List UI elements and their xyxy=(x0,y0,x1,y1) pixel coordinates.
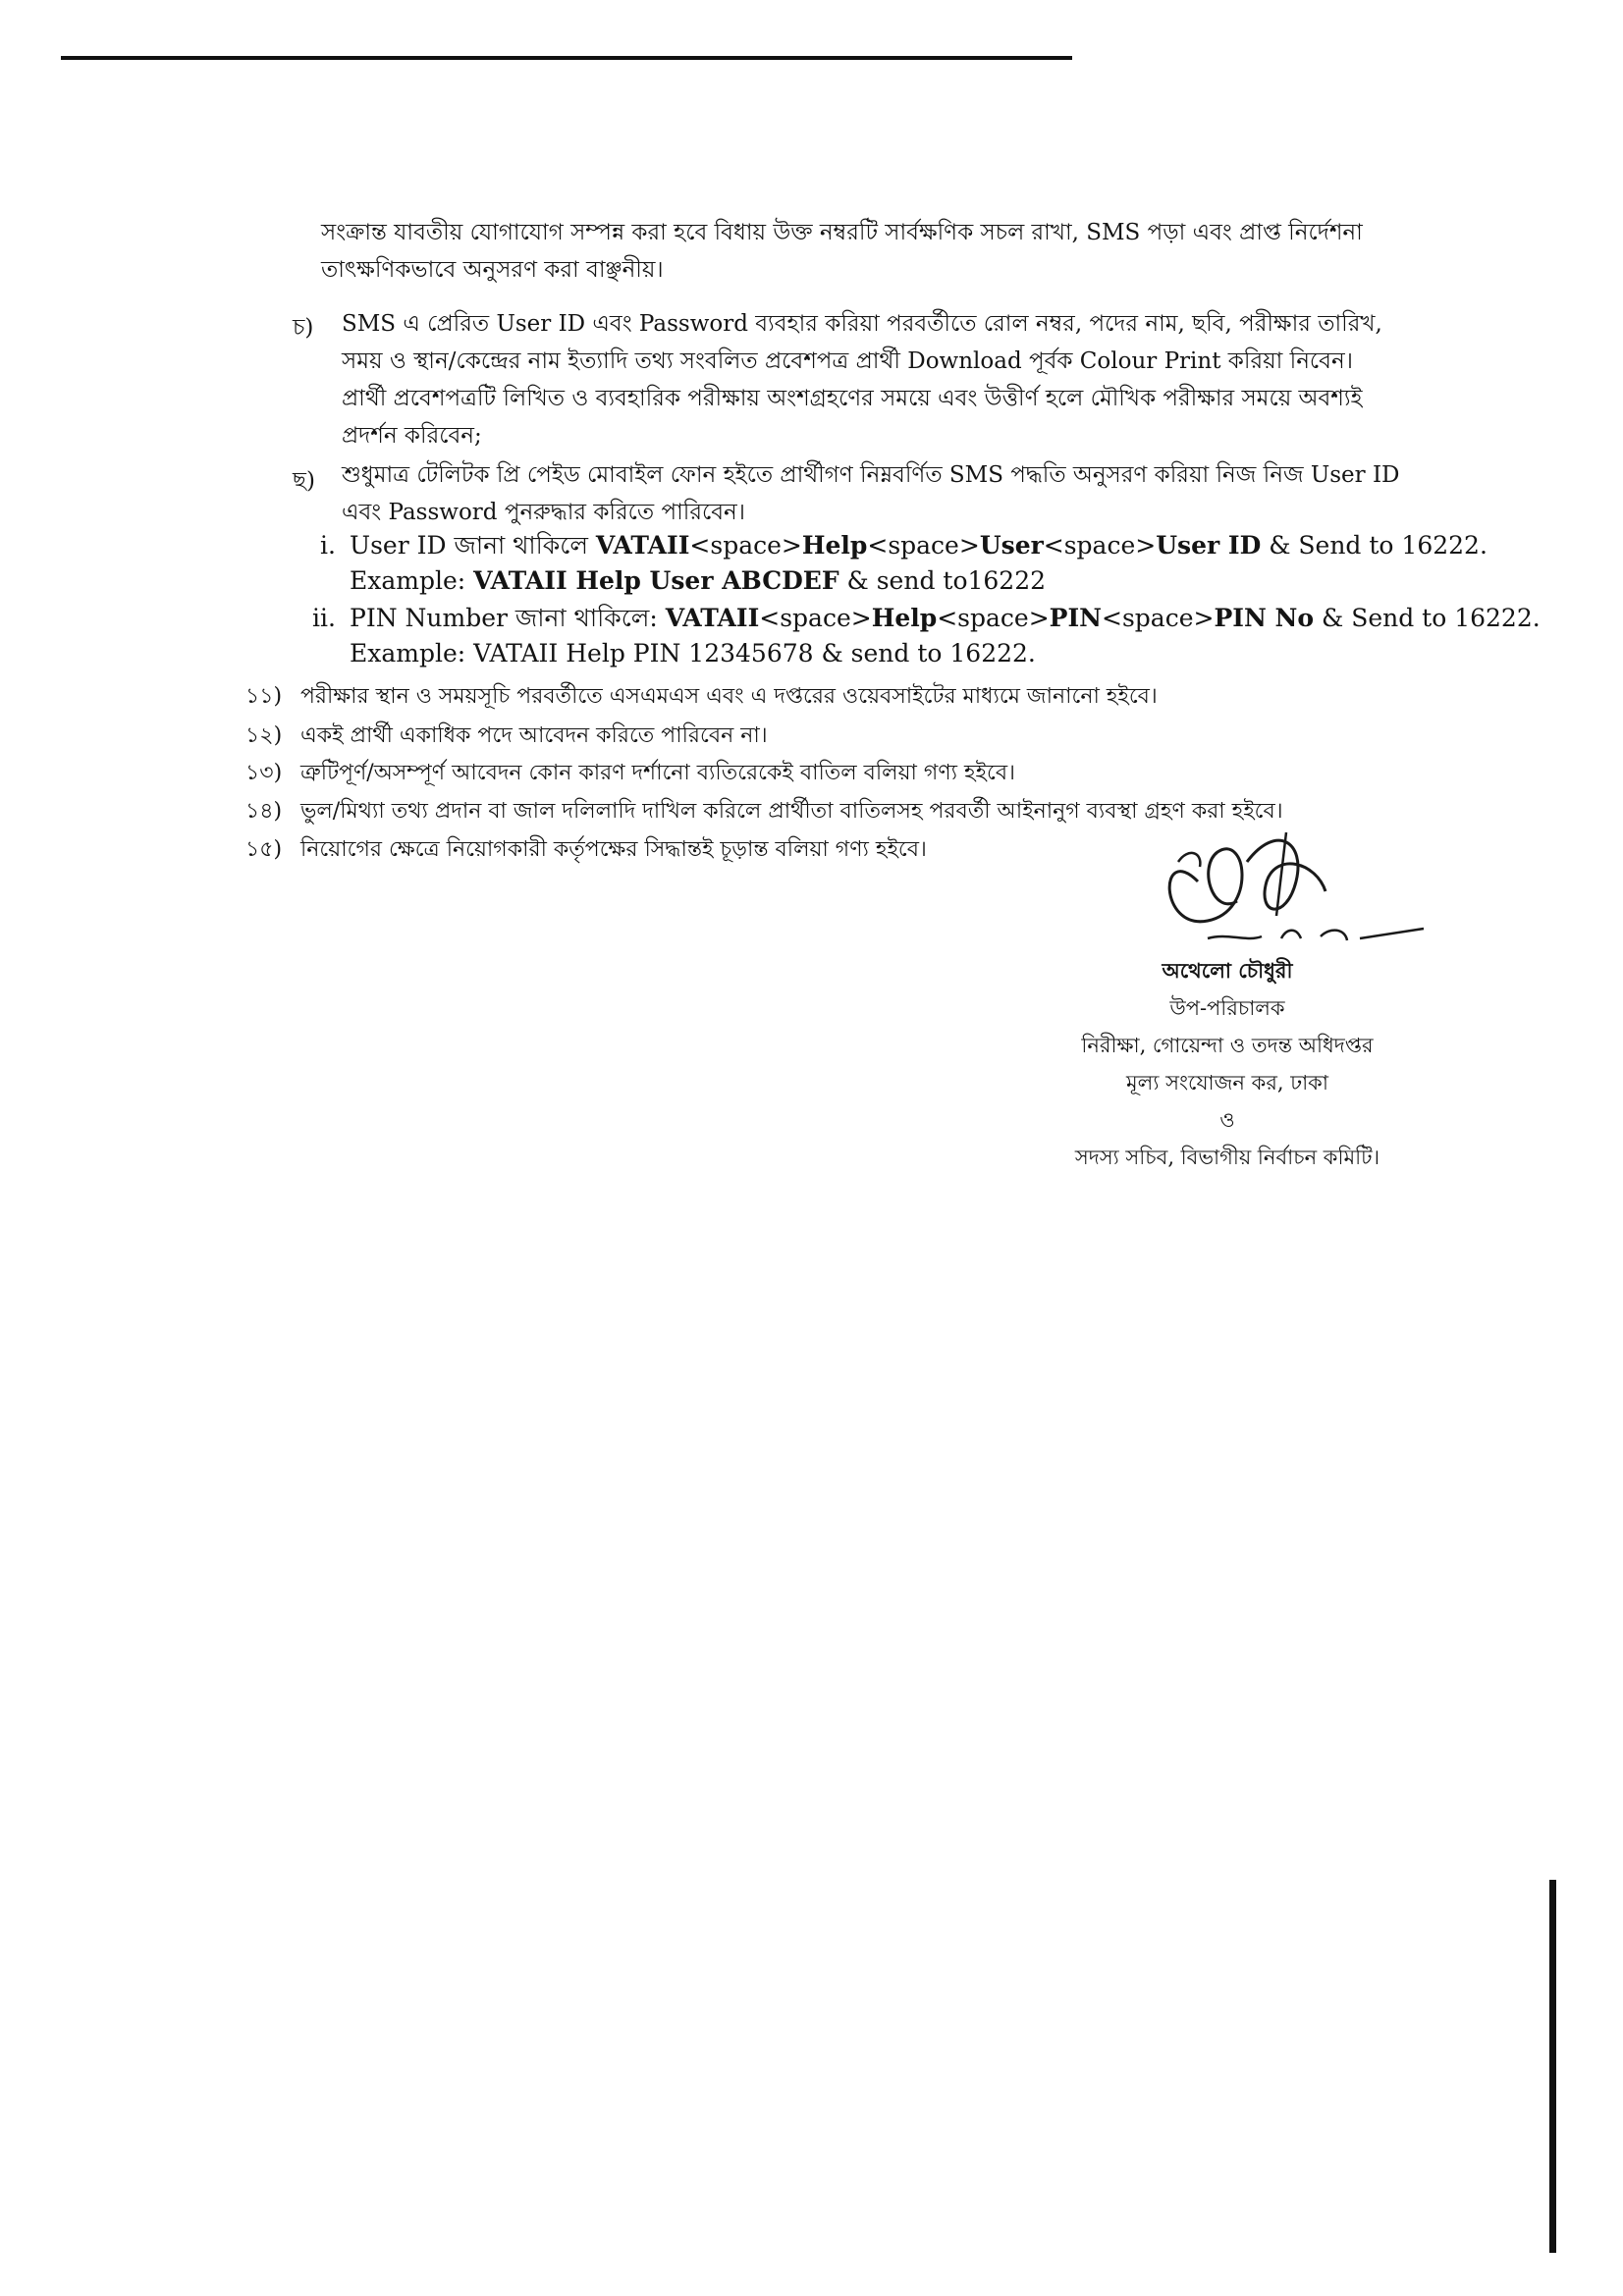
signatory-office: নিরীক্ষা, গোয়েন্দা ও তদন্ত অধিদপ্তর xyxy=(1081,1034,1374,1057)
item-chha-body xyxy=(342,456,1400,531)
sms-keyword: User ID xyxy=(1156,531,1262,560)
rule-item-13 xyxy=(245,758,1015,789)
handwritten-signature xyxy=(1139,823,1434,960)
rule-text: একই প্রার্থী একাধিক পদে আবেদন করিতে পারিবেন না। xyxy=(300,723,768,748)
signatory-conjunction: ও xyxy=(1219,1108,1235,1132)
signatory-org: মূল্য সংযোজন কর, ঢাকা xyxy=(1126,1071,1328,1095)
rule-item-11 xyxy=(245,681,1158,713)
sms-keyword: User xyxy=(979,531,1044,560)
rule-text: ত্রুটিপূর্ণ/অসম্পূর্ণ আবেদন কোন কারণ দর্শানো ব্যতিরেকেই বাতিল বলিয়া গণ্য হইবে। xyxy=(300,761,1015,785)
space-token: <space> xyxy=(1043,531,1157,560)
sms-keyword: PIN xyxy=(1049,604,1103,632)
sub-item-i-example xyxy=(300,563,1488,599)
continuation-paragraph xyxy=(321,214,1363,289)
sub-item-i xyxy=(300,528,1488,599)
rule-text: নিয়োগের ক্ষেত্রে নিয়োগকারী কর্তৃপক্ষের সিদ্ধান্তই চূড়ান্ত বলিয়া গণ্য হইবে। xyxy=(300,837,927,862)
example-code: VATAII Help User ABCDEF xyxy=(473,566,839,595)
sub-item-ii-number: ii. xyxy=(312,604,336,632)
item-cha-line-3: প্রার্থী প্রবেশপত্রটি লিখিত ও ব্যবহারিক পরীক্ষায় অংশগ্রহণের সময়ে এবং উত্তীর্ণ হলে মৌখিক পরীক্ষার সময়ে অবশ্যই xyxy=(342,386,1363,411)
sms-keyword: PIN No xyxy=(1214,604,1315,632)
rule-number: ১১) xyxy=(245,684,283,709)
sub-item-i-number: i. xyxy=(320,531,336,560)
continuation-line-1: সংক্রান্ত যাবতীয় যোগাযোগ সম্পন্ন করা হবে বিধায় উক্ত নম্বরটি সার্বক্ষণিক সচল রাখা, SMS পড়া এবং প্রাপ্ত নির্দেশনা xyxy=(321,220,1363,245)
item-cha-line-2: সময় ও স্থান/কেন্দ্রের নাম ইত্যাদি তথ্য সংবলিত প্রবেশপত্র প্রার্থী Download পূর্বক Colour Print করিয়া নিবেন। xyxy=(342,348,1353,374)
item-cha-line-4: প্রদর্শন করিবেন; xyxy=(342,423,482,449)
example-send: & send to16222 xyxy=(839,566,1047,595)
item-chha-label: ছ) xyxy=(293,468,315,494)
sub-item-ii-example: Example: VATAII Help PIN 12345678 & send to 16222. xyxy=(350,639,1036,667)
rule-number: ১৫) xyxy=(245,837,283,862)
sms-keyword: Help xyxy=(801,531,868,560)
item-cha-body xyxy=(342,305,1382,454)
item-cha-label: চ) xyxy=(293,315,314,341)
space-token: <space> xyxy=(937,604,1050,632)
sms-code: VATAII xyxy=(665,604,760,632)
top-border-line xyxy=(61,56,1072,60)
continuation-line-2: তাৎক্ষণিকভাবে অনুসরণ করা বাঞ্ছনীয়। xyxy=(321,257,664,283)
sms-code: VATAII xyxy=(595,531,690,560)
example-label: Example: xyxy=(350,566,474,595)
rule-item-12 xyxy=(245,721,768,752)
signatory-name: অথেলো চৌধুরী xyxy=(1162,958,1293,983)
rule-item-14 xyxy=(245,796,1283,828)
space-token: <space> xyxy=(689,531,802,560)
item-chha-line-2: এবং Password পুনরুদ্ধার করিতে পারিবেন। xyxy=(342,500,745,525)
sub-item-i-text: User ID জানা থাকিলে xyxy=(350,531,596,560)
signatory-designation: উপ-পরিচালক xyxy=(1169,996,1285,1020)
rule-text: ভুল/মিথ্যা তথ্য প্রদান বা জাল দলিলাদি দাখিল করিলে প্রার্থীতা বাতিলসহ পরবর্তী আইনানুগ ব্যবস্থা গ্রহণ করা হইবে। xyxy=(300,799,1283,824)
sms-send-text: & Send to 16222. xyxy=(1261,531,1488,560)
rule-text: পরীক্ষার স্থান ও সময়সূচি পরবর্তীতে এসএমএস এবং এ দপ্তরের ওয়েবসাইটের মাধ্যমে জানানো হইবে। xyxy=(300,684,1158,709)
rule-number: ১৩) xyxy=(245,761,283,785)
space-token: <space> xyxy=(1102,604,1215,632)
scan-edge-bar xyxy=(1549,1880,1556,2253)
sub-item-ii-text: PIN Number জানা থাকিলে: xyxy=(350,604,666,632)
item-cha-line-1: SMS এ প্রেরিত User ID এবং Password ব্যবহার করিয়া পরবর্তীতে রোল নম্বর, পদের নাম, ছবি, পরীক্ষার তারিখ, xyxy=(342,311,1382,337)
space-token: <space> xyxy=(759,604,872,632)
signatory-role: সদস্য সচিব, বিভাগীয় নির্বাচন কমিটি। xyxy=(1074,1146,1380,1169)
sub-item-ii xyxy=(300,601,1541,671)
space-token: <space> xyxy=(867,531,980,560)
rule-number: ১২) xyxy=(245,723,283,748)
sms-send-text: & Send to 16222. xyxy=(1314,604,1541,632)
signature-block xyxy=(1021,952,1434,1176)
item-chha-line-1: শুধুমাত্র টেলিটক প্রি পেইড মোবাইল ফোন হইতে প্রার্থীগণ নিম্নবর্ণিত SMS পদ্ধতি অনুসরণ করিয়া নিজ নিজ User ID xyxy=(342,462,1400,488)
sms-keyword: Help xyxy=(871,604,938,632)
rule-number: ১৪) xyxy=(245,799,283,824)
rule-item-15 xyxy=(245,834,927,866)
